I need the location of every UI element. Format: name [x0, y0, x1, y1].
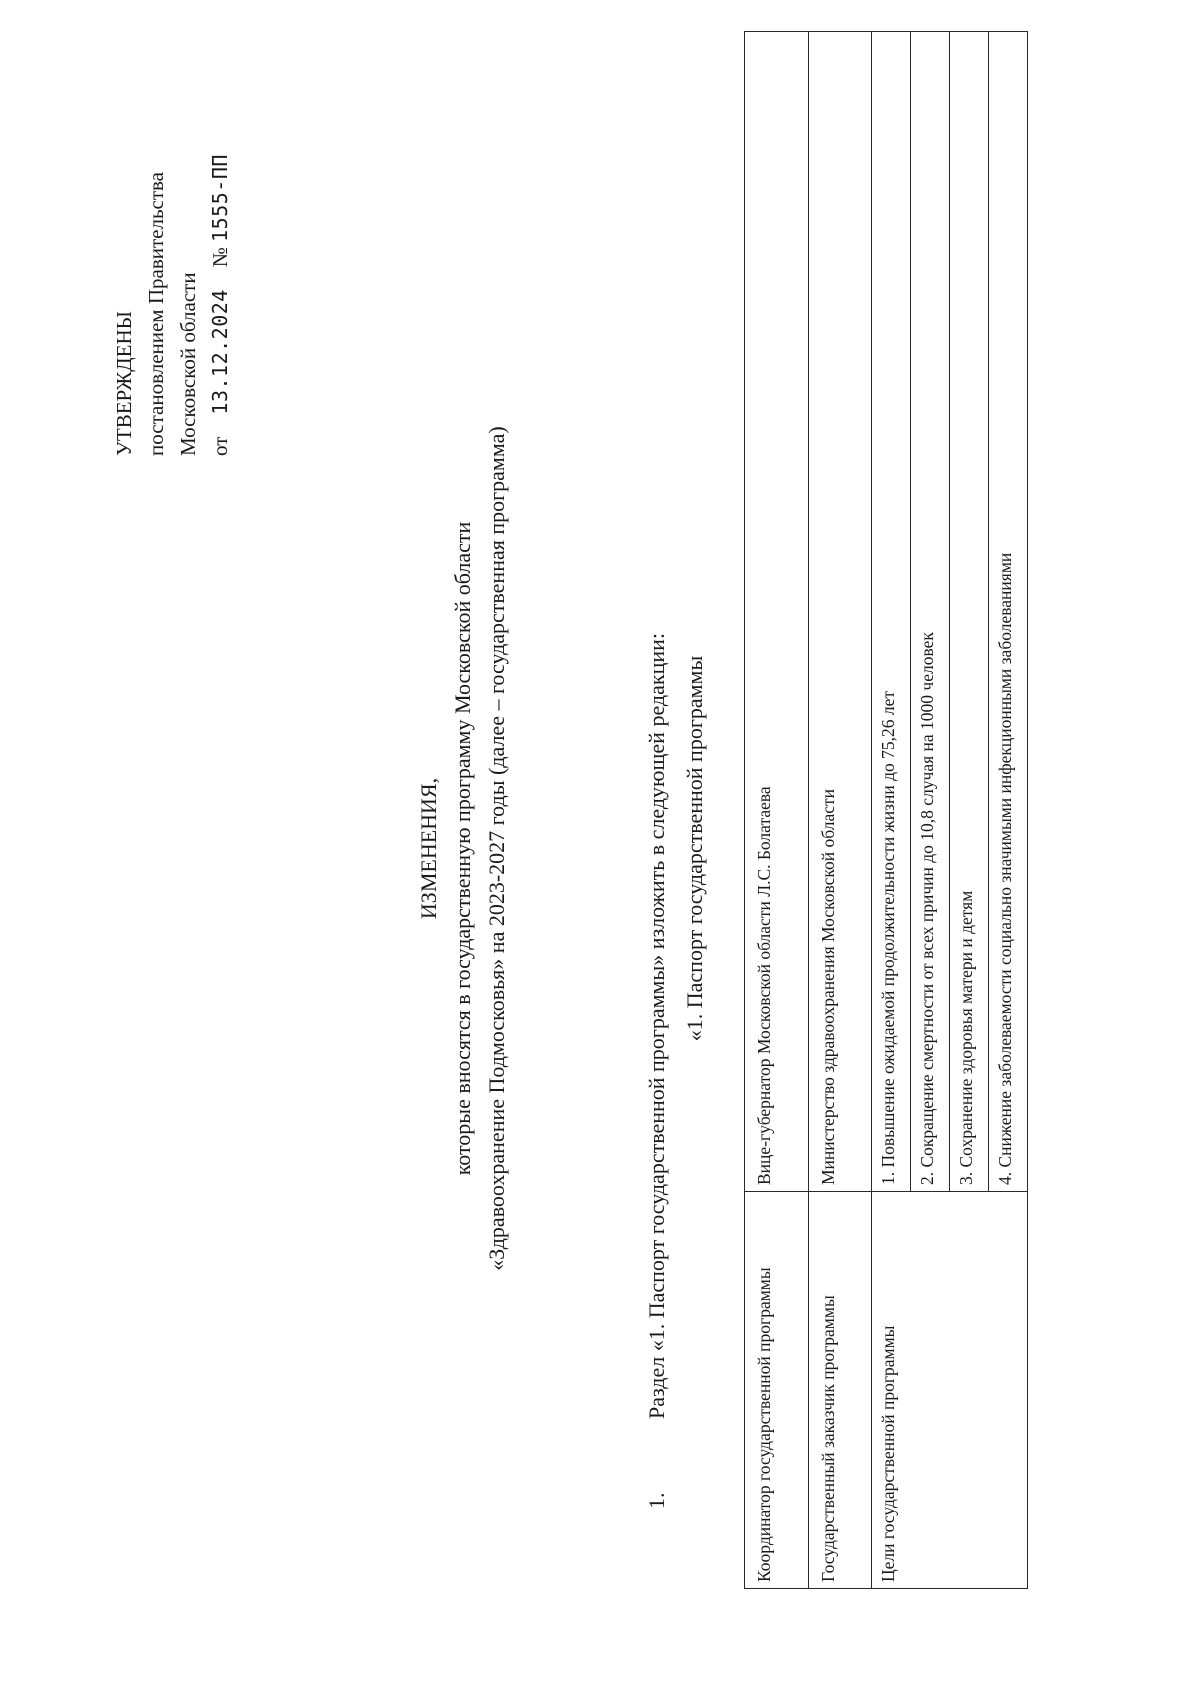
paragraph-text: Раздел «1. Паспорт государственной программы» изложить в следующей редакции:: [644, 632, 669, 1419]
table-row: [745, 32, 809, 1589]
section-subtitle: «1. Паспорт государственной программы: [682, 655, 707, 1042]
approval-title: УТВЕРЖДЕНЫ: [112, 311, 136, 456]
document-title: ИЗМЕНЕНИЯ,: [416, 777, 441, 920]
approval-date-line: [204, 76, 236, 456]
heading-line: «Здравоохранение Подмосковья» на 2023-2027 годы (далее – государственная программа): [484, 426, 509, 1271]
table-value-cell: Министерство здравоохранения Московской области: [809, 32, 872, 1192]
goal-cell: 3. Сохранение здоровья матери и детям: [950, 32, 989, 1192]
number-prefix: №: [208, 247, 232, 268]
table-label-cell: Координатор государственной программы: [745, 1192, 809, 1589]
table-label-cell: Цели государственной программы: [872, 1192, 1028, 1589]
table-label-cell: Государственный заказчик программы: [809, 1192, 872, 1589]
table-row: [872, 32, 911, 1589]
goal-cell: 4. Снижение заболеваемости социально значимыми инфекционными заболеваниями: [989, 32, 1028, 1192]
program-passport-table: [744, 31, 1028, 1589]
approval-number: 1555-ПП: [208, 154, 232, 242]
approval-stamp: [108, 76, 236, 456]
table-value-cell: Вице-губернатор Московской области Л.С. Болатаева: [745, 32, 809, 1192]
approval-line: постановлением Правительства: [144, 171, 168, 456]
heading-line: которые вносятся в государственную программу Московской области: [450, 521, 475, 1176]
amendment-paragraph: [640, 109, 674, 1509]
approval-date: 13.12.2024: [208, 289, 232, 415]
date-prefix: от: [208, 436, 232, 456]
paragraph-number: 1.: [644, 1492, 669, 1509]
approval-line: Московской области: [176, 272, 200, 456]
table-row: [809, 32, 872, 1589]
document-heading: [412, 0, 514, 1697]
goal-cell: 2. Сокращение смертности от всех причин до 10,8 случая на 1000 человек: [911, 32, 950, 1192]
goal-cell: 1. Повышение ожидаемой продолжительности жизни до 75,26 лет: [872, 32, 911, 1192]
